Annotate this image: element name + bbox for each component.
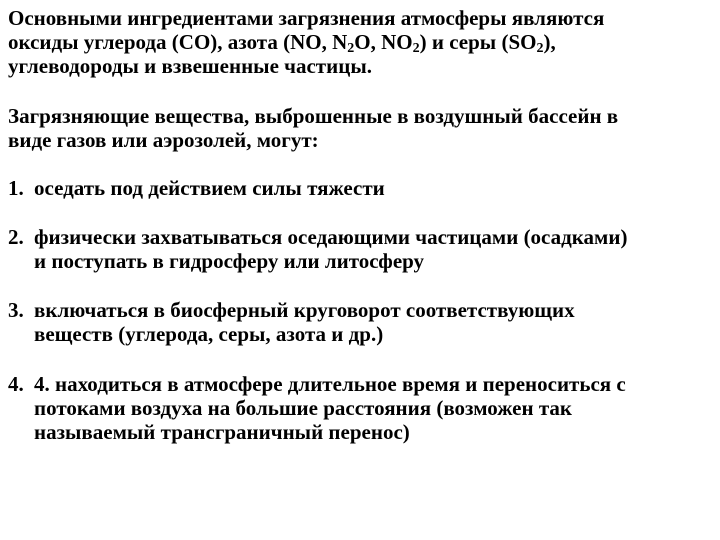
list-item-line: физически захватываться оседающими частицами (осадками) <box>34 225 628 249</box>
intro-line-2-part-1: оксиды углерода (СО), азота (NO, N <box>8 30 348 54</box>
list-item-text <box>34 225 627 273</box>
list-item-line: потоками воздуха на большие расстояния (возможен так <box>34 396 572 420</box>
lead-paragraph <box>8 104 720 152</box>
intro-paragraph <box>8 6 720 78</box>
list-item-line: называемый трансграничный перенос) <box>34 420 410 444</box>
list-item-text <box>34 298 575 346</box>
intro-line-2 <box>8 30 720 54</box>
list-item-text <box>34 176 385 200</box>
lead-line-2: виде газов или аэрозолей, могут: <box>8 128 319 152</box>
subscript-2: 2 <box>536 41 544 56</box>
intro-line-2-part-4: ), <box>543 30 556 54</box>
lead-line-1: Загрязняющие вещества, выброшенные в воздушный бассейн в <box>8 104 619 128</box>
list-item-line: 4. находиться в атмосфере длительное время и переноситься с <box>34 372 626 396</box>
list-number: 2. <box>8 225 24 249</box>
intro-line-3: углеводороды и взвешенные частицы. <box>8 54 372 78</box>
intro-line-2-part-2: O, NO <box>354 30 413 54</box>
subscript-2: 2 <box>412 41 420 56</box>
list-item-text <box>34 372 626 444</box>
list-item-line: и поступать в гидросферу или литосферу <box>34 249 425 273</box>
intro-line-1: Основными ингредиентами загрязнения атмосферы являются <box>8 6 605 30</box>
list-number: 1. <box>8 176 24 200</box>
list-number: 3. <box>8 298 24 322</box>
list-item-line: включаться в биосферный круговорот соответствующих <box>34 298 575 322</box>
list-item-line: оседать под действием силы тяжести <box>34 176 385 200</box>
list-number: 4. <box>8 372 24 396</box>
list-item-line: веществ (углерода, серы, азота и др.) <box>34 322 384 346</box>
subscript-2: 2 <box>347 41 355 56</box>
intro-line-2-part-3: ) и серы (SO <box>419 30 537 54</box>
